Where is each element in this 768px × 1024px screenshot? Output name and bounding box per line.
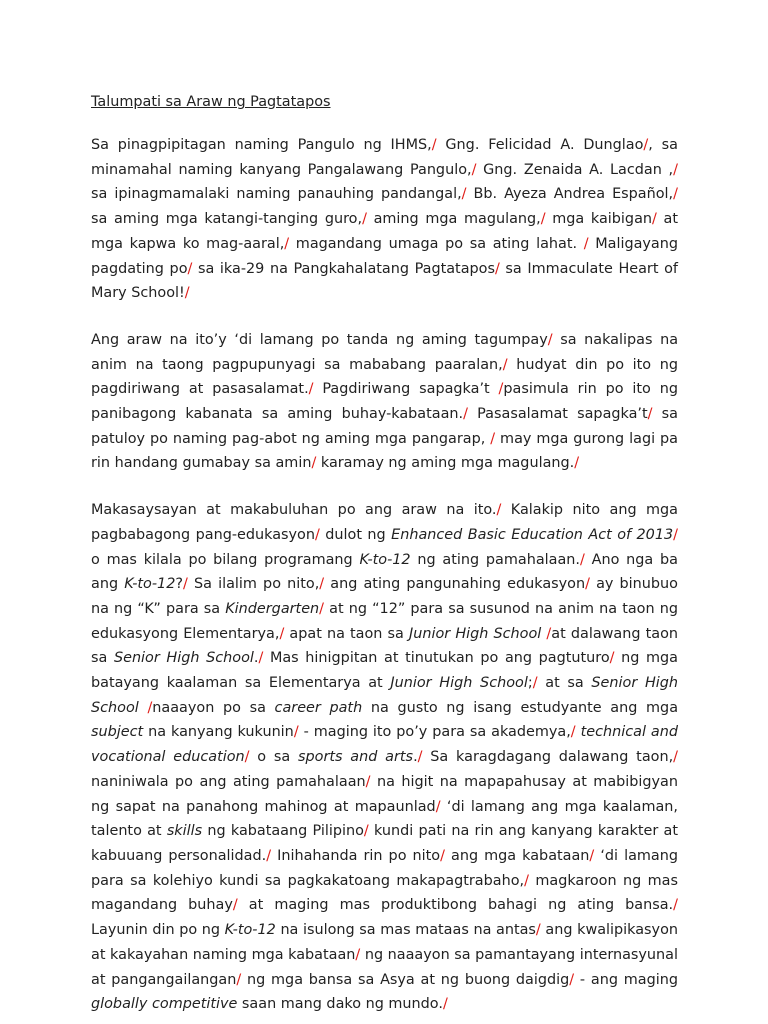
pause-mark: / [319,576,325,593]
pause-mark: / [609,650,615,667]
text-segment: ng mga bansa sa Asya at ng buong daigdig [241,971,570,988]
pause-mark: / [463,406,468,423]
text-segment: na higit na mapapahusay at mabibigyan ng sapat na panahong mahinog at mapaunlad [91,773,678,815]
pause-mark: / [236,971,242,988]
text-segment: ‘di lamang para sa kolehiyo kundi sa pagkakatoang makapagtrabaho, [91,847,678,889]
text-segment: ng ating pamahalaan. [410,551,580,568]
text-segment: Kalakip nito ang mga pagbabagong pang-edukasyon [91,502,678,543]
pause-mark: / [147,699,153,716]
italic-term: globally competitive [91,996,238,1013]
pause-mark: / [363,823,369,840]
pause-mark: / [589,847,595,864]
pause-mark: / [258,650,264,667]
pause-mark: / [417,749,423,766]
text-segment: saan mang dako ng mundo. [237,996,443,1013]
italic-term: K-to-12 [224,922,276,939]
speech-paragraph [91,328,678,476]
pause-mark: / [673,161,678,178]
italic-term: skills [166,823,203,840]
italic-term: sports and arts [298,749,414,766]
text-segment: o mas kilala po bilang programang [91,551,360,568]
pause-mark: / [546,625,552,642]
pause-mark: / [279,625,285,642]
italic-term: Senior High School [91,675,679,716]
pause-mark: / [308,381,314,398]
text-segment: Pagdiriwang sapagka’t [313,381,499,398]
pause-mark: / [532,675,538,692]
pause-mark: / [440,847,445,864]
text-segment: at mga kapwa ko mag-aaral, [91,211,679,252]
text-segment: - ang maging [574,971,678,988]
text-segment: Gng. Zenaida A. Lacdan , [476,161,674,178]
text-segment: magkaroon ng mas magandang buhay [91,872,679,914]
text-segment: ay binubuo na ng “K” para sa [91,576,678,617]
text-segment: hudyat din po ito ng pagdiriwang at pasasalamat. [91,356,678,398]
text-segment: Pasasalamat sapagka’t [467,406,648,423]
text-segment: Gng. Felicidad A. Dunglao [436,137,644,153]
text-segment: , sa minamahal naming kanyang Pangalawang Pangulo, [91,137,678,178]
pause-mark: / [461,186,467,203]
pause-mark: / [184,285,190,302]
italic-term: K-to-12 [359,551,411,568]
pause-mark: / [673,749,679,766]
text-segment: naaayon po sa [152,699,275,716]
speech-body [91,133,678,1017]
text-segment: ? [175,576,183,593]
speech-paragraph [91,498,678,1017]
text-segment: apat na taon sa [284,625,409,642]
pause-mark: / [535,922,541,939]
text-segment: Bb. Ayeza Andrea Español, [466,186,674,203]
pause-mark: / [314,526,320,543]
pause-mark: / [673,526,678,543]
text-segment: ng kabataang Pilipino [202,823,364,840]
pause-mark: / [490,430,496,447]
italic-term: subject [91,724,144,741]
italic-term: Kindergarten [225,600,320,617]
pause-mark: / [496,502,502,519]
text-segment: Layunin din po ng [91,922,225,939]
pause-mark: / [583,235,589,252]
pause-mark: / [284,235,290,252]
text-segment: ang mga kabataan [444,847,590,864]
pause-mark: / [293,724,299,741]
text-segment: Ang araw na ito’y ‘di lamang po tanda ng aming tagumpay [91,331,548,348]
text-segment: na isulong sa mas mataas na antas [275,922,536,939]
text-segment: pasimula rin po ito ng panibagong kabanata sa aming buhay-kabataan. [91,381,678,423]
text-segment: sa ipinagmamalaki naming panauhing pandangal, [91,186,462,203]
text-segment: Inihahanda rin po nito [271,847,441,864]
text-segment: Sa ilalim po nito, [187,576,320,593]
pause-mark: / [569,971,575,988]
text-segment: . [413,749,418,766]
text-segment: dulot ng [319,526,392,543]
text-segment: sa ika-29 na Pangkahalatang Pagtatapos [192,260,495,277]
text-segment: karamay ng aming mga magulang. [316,455,575,472]
pause-mark: / [579,551,585,568]
text-segment: ang ating pangunahing edukasyon [324,576,586,593]
italic-term: technical and vocational education [91,724,678,766]
pause-mark: / [570,724,576,741]
text-segment: kundi pati na rin ang kanyang karakter at kabuuang personalidad. [91,823,678,864]
pause-mark: / [498,381,504,398]
pause-mark: / [183,576,188,593]
text-segment: at sa [537,675,592,692]
pause-mark: / [232,897,238,914]
pause-mark: / [362,211,367,228]
text-segment: at dalawang taon sa [91,625,678,667]
text-segment: may mga gurong lagi pa rin handang gumabay sa amin [91,430,678,472]
italic-term: K-to-12 [124,576,176,593]
pause-mark: / [585,576,590,593]
pause-mark: / [431,137,437,153]
text-segment: na kanyang kukunin [143,724,294,741]
pause-mark: / [673,186,678,203]
text-segment: magandang umaga po sa ating lahat. [289,235,584,252]
text-segment: o sa [249,749,299,766]
text-segment: sa nakalipas na anim na taong pagpupunyagi sa mababang paaralan, [91,331,679,373]
pause-mark: / [502,356,508,373]
text-segment: Makasaysayan at makabuluhan po ang araw na ito. [91,502,497,519]
pause-mark: / [442,996,448,1013]
italic-term: career path [274,699,363,716]
pause-mark: / [540,211,546,228]
text-segment: sa patuloy po naming pag-abot ng aming mga pangarap, [91,406,679,447]
pause-mark: / [319,600,325,617]
pause-mark: / [547,331,553,348]
pause-mark: / [494,260,500,277]
pause-mark: / [365,773,371,790]
italic-term: Junior High School [408,625,547,642]
text-segment: ; [527,675,533,692]
text-segment: ng naaayon sa pamantayang internasyunal at pangangailangan [91,946,678,988]
text-segment: . [253,650,259,667]
text-segment: sa aming mga katangi-tanging guro, [91,211,363,228]
text-segment: Maligayang pagdating po [91,235,678,277]
pause-mark: / [471,161,477,178]
text-segment: Sa pinagpipitagan naming Pangulo ng IHMS, [91,137,432,153]
italic-term: Senior High School [113,650,254,667]
pause-mark: / [187,260,193,277]
pause-mark: / [355,946,361,963]
pause-mark: / [266,847,272,864]
text-segment: aming mga magulang, [366,211,541,228]
speech-paragraph [91,133,678,306]
pause-mark: / [244,749,250,766]
text-segment: sa Immaculate Heart of Mary School! [91,260,678,302]
pause-mark: / [311,455,317,472]
text-segment: na gusto ng isang estudyante ang mga [362,699,679,716]
speech-title: Talumpati sa Araw ng Pagtatapos [91,94,331,110]
italic-term: Junior High School [390,675,528,692]
text-segment: - maging ito po’y para sa akademya, [298,724,571,741]
text-segment: naniniwala po ang ating pamahalaan [91,773,366,790]
text-segment: at maging mas produktibong bahagi ng ating bansa. [237,897,674,914]
pause-mark: / [524,872,529,889]
text-segment: Mas hinigpitan at tinutukan po ang pagtuturo [263,650,610,667]
pause-mark: / [435,798,441,815]
text-segment: at ng “12” para sa susunod na anim na taon ng edukasyong Elementarya, [91,600,678,642]
pause-mark: / [643,137,649,153]
text-segment: ‘di lamang ang mga kaalaman, talento at [91,798,678,840]
text-segment: ang kwalipikasyon at kakayahan naming mga kabataan [91,922,678,963]
pause-mark: / [574,455,580,472]
pause-mark: / [652,211,657,228]
pause-mark: / [647,406,653,423]
pause-mark: / [673,897,678,914]
text-segment: mga kaibigan [545,211,653,228]
text-segment: ng mga batayang kaalaman sa Elementarya at [91,650,679,692]
text-segment: Ano nga ba ang [91,551,678,593]
italic-term: Enhanced Basic Education Act of 2013 [391,526,674,543]
text-segment: Sa karagdagang dalawang taon, [422,749,674,766]
